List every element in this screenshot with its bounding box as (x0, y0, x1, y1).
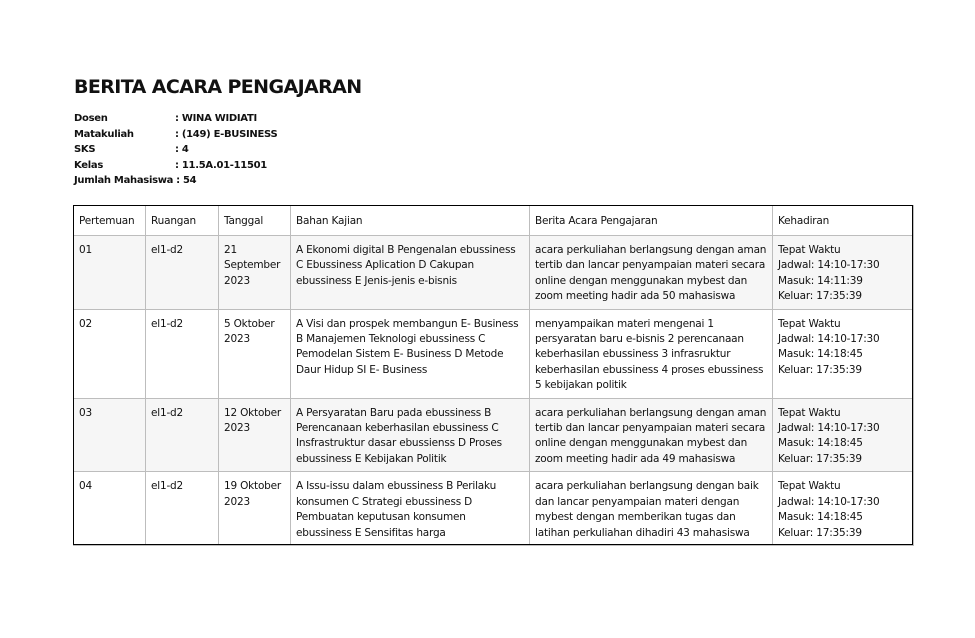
table-row (74, 236, 914, 310)
attendance-check-in: Masuk: 14:18:45 (778, 437, 863, 450)
header-tanggal: Tanggal (219, 206, 291, 236)
info-label: Matakuliah (74, 128, 134, 140)
cell-kehadiran (773, 472, 914, 546)
header-ruangan: Ruangan (146, 206, 219, 236)
attendance-check-out: Keluar: 17:35:39 (778, 452, 862, 465)
info-value: : WINA WIDIATI (175, 113, 257, 124)
attendance-check-out: Keluar: 17:35:39 (778, 526, 862, 539)
attendance-status: Tepat Waktu (778, 406, 841, 419)
info-row-jumlah-mahasiswa (74, 173, 277, 189)
info-label: SKS (74, 144, 96, 155)
cell-bahan-kajian: A Visi dan prospek membangun E- Business B Manajemen Teknologi ebussiness C Pemodelan Sistem E- Business D Metode Daur Hidup SI E- Business (291, 309, 530, 398)
cell-tanggal: 5 Oktober 2023 (219, 309, 291, 398)
info-value: : (149) E-BUSINESS (175, 128, 278, 140)
table-row (74, 398, 914, 472)
attendance-schedule: Jadwal: 14:10-17:30 (778, 333, 880, 346)
info-value: : 54 (176, 175, 197, 186)
attendance-check-in: Masuk: 14:11:39 (778, 274, 863, 287)
cell-ruangan: el1-d2 (146, 398, 219, 472)
info-label: Jumlah Mahasiswa (74, 175, 174, 186)
attendance-status: Tepat Waktu (778, 480, 841, 493)
info-row-matakuliah (74, 127, 277, 143)
info-label: Dosen (74, 113, 108, 124)
cell-ruangan: el1-d2 (146, 472, 219, 546)
cell-bahan-kajian: A Persyaratan Baru pada ebussiness B Perencanaan keberhasilan ebussiness C Insfrastruktur dasar ebussienss D Proses ebussiness E Kebijakan Politik (291, 398, 530, 472)
info-row-kelas (74, 158, 277, 174)
cell-pertemuan: 03 (74, 398, 146, 472)
cell-tanggal: 19 Oktober 2023 (219, 472, 291, 546)
cell-kehadiran (773, 236, 914, 310)
cell-bahan-kajian: A Issu-issu dalam ebussiness B Perilaku konsumen C Strategi ebussiness D Pembuatan keputusan konsumen ebussiness E Sensifitas harga (291, 472, 530, 546)
cell-bahan-kajian: A Ekonomi digital B Pengenalan ebussiness C Ebussiness Aplication D Cakupan ebussiness E Jenis-jenis e-bisnis (291, 236, 530, 310)
header-kehadiran: Kehadiran (773, 206, 914, 236)
header-bahan-kajian: Bahan Kajian (291, 206, 530, 236)
cell-berita-acara: acara perkuliahan berlangsung dengan aman tertib dan lancar penyampaian materi secara online dengan menggunakan mybest dan zoom meeting hadir ada 50 mahasiswa (530, 236, 773, 310)
cell-kehadiran (773, 398, 914, 472)
table-header-row (74, 206, 914, 236)
attendance-schedule: Jadwal: 14:10-17:30 (778, 422, 880, 435)
info-value: : 4 (175, 144, 189, 155)
attendance-status: Tepat Waktu (778, 244, 841, 256)
course-info (74, 111, 277, 189)
cell-pertemuan: 04 (74, 472, 146, 546)
teaching-report-table (73, 205, 914, 546)
cell-ruangan: el1-d2 (146, 236, 219, 310)
page-title: BERITA ACARA PENGAJARAN (74, 76, 362, 98)
cell-ruangan: el1-d2 (146, 309, 219, 398)
attendance-check-out: Keluar: 17:35:39 (778, 363, 862, 376)
attendance-schedule: Jadwal: 14:10-17:30 (778, 495, 880, 508)
attendance-check-in: Masuk: 14:18:45 (778, 511, 863, 524)
info-value: : 11.5A.01-11501 (175, 159, 267, 171)
cell-tanggal: 12 Oktober 2023 (219, 398, 291, 472)
cell-berita-acara: acara perkuliahan berlangsung dengan baik dan lancar penyampaian materi dengan mybest dengan memberikan tugas dan latihan perkuliahan dihadiri 43 mahasiswa (530, 472, 773, 546)
info-row-dosen (74, 111, 277, 127)
cell-tanggal: 21 September 2023 (219, 236, 291, 310)
attendance-schedule: Jadwal: 14:10-17:30 (778, 259, 880, 272)
table-row (74, 472, 914, 546)
header-berita-acara: Berita Acara Pengajaran (530, 206, 773, 236)
cell-pertemuan: 01 (74, 236, 146, 310)
info-label: Kelas (74, 159, 103, 171)
cell-berita-acara: menyampaikan materi mengenai 1 persyaratan baru e-bisnis 2 perencanaan keberhasilan ebussiness 3 infrasruktur keberhasilan ebussiness 4 proses ebussiness 5 kebijakan politik (530, 309, 773, 398)
cell-kehadiran (773, 309, 914, 398)
attendance-status: Tepat Waktu (778, 317, 841, 330)
cell-berita-acara: acara perkuliahan berlangsung dengan aman tertib dan lancar penyampaian materi secara online dengan menggunakan mybest dan zoom meeting hadir ada 49 mahasiswa (530, 398, 773, 472)
cell-pertemuan: 02 (74, 309, 146, 398)
table-row (74, 309, 914, 398)
header-pertemuan: Pertemuan (74, 206, 146, 236)
attendance-check-in: Masuk: 14:18:45 (778, 348, 863, 361)
info-row-sks (74, 142, 277, 158)
attendance-check-out: Keluar: 17:35:39 (778, 290, 862, 303)
